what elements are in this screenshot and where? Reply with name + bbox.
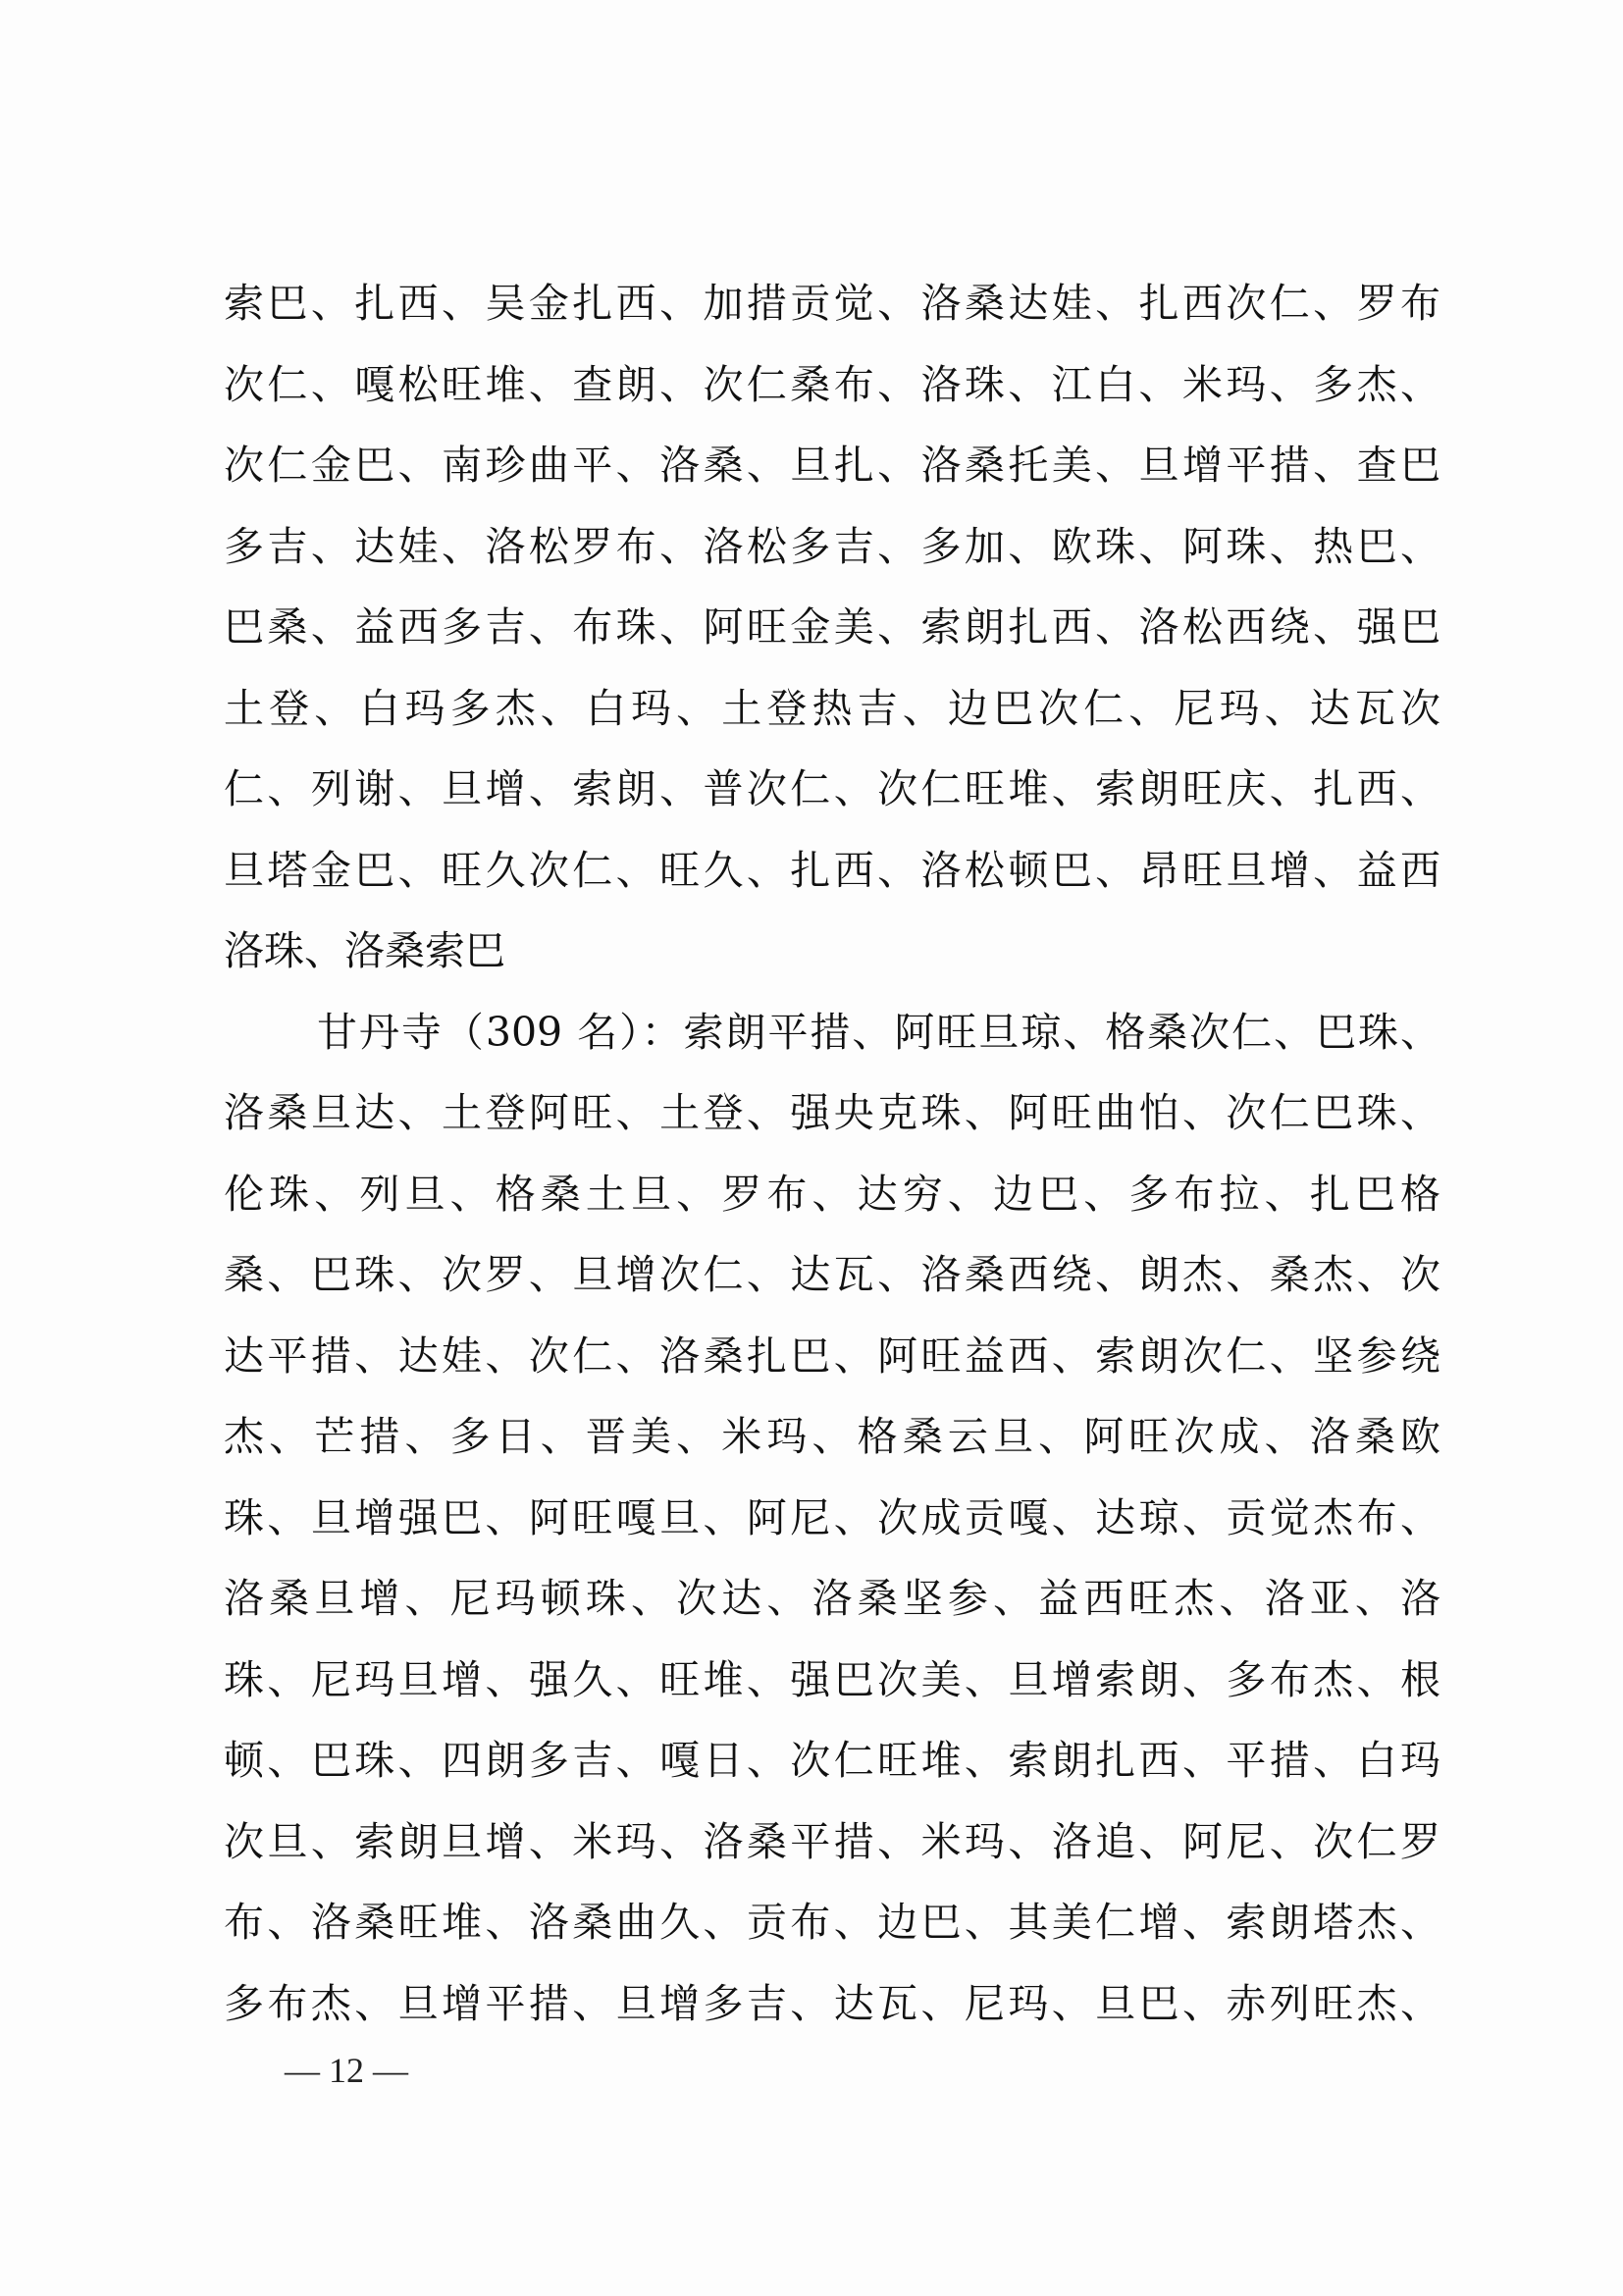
- text-line: 伦珠、列旦、格桑土旦、罗布、达穷、边巴、多布拉、扎巴格: [224, 1170, 1440, 1218]
- text-line: 洛珠、洛桑索巴: [224, 927, 505, 974]
- text-line: 次仁金巴、南珍曲平、洛桑、旦扎、洛桑托美、旦增平措、查巴: [224, 442, 1440, 489]
- text-line: 珠、尼玛旦增、强久、旺堆、强巴次美、旦增索朗、多布杰、根: [224, 1655, 1440, 1703]
- text-line: 顿、巴珠、四朗多吉、嘎日、次仁旺堆、索朗扎西、平措、白玛: [224, 1737, 1440, 1784]
- text-line: 巴桑、益西多吉、布珠、阿旺金美、索朗扎西、洛松西绕、强巴: [224, 603, 1440, 651]
- text-line: 布、洛桑旺堆、洛桑曲久、贡布、边巴、其美仁增、索朗塔杰、: [224, 1899, 1440, 1946]
- text-line: 多吉、达娃、洛松罗布、洛松多吉、多加、欧珠、阿珠、热巴、: [224, 522, 1440, 570]
- text-line: 旦塔金巴、旺久次仁、旺久、扎西、洛松顿巴、昂旺旦增、益西: [224, 846, 1440, 894]
- text-line: 次旦、索朗旦增、米玛、洛桑平措、米玛、洛追、阿尼、次仁罗: [224, 1817, 1440, 1865]
- paragraph-heading-line: 甘丹寺（309 名）：索朗平措、阿旺旦琼、格桑次仁、巴珠、: [317, 1008, 1440, 1056]
- text-line: 索巴、扎西、吴金扎西、加措贡觉、洛桑达娃、扎西次仁、罗布: [224, 280, 1440, 327]
- text-line: 杰、芒措、多日、晋美、米玛、格桑云旦、阿旺次成、洛桑欧: [224, 1413, 1440, 1460]
- page-number: — 12 —: [285, 2051, 408, 2090]
- text-line: 次仁、嘎松旺堆、查朗、次仁桑布、洛珠、江白、米玛、多杰、: [224, 360, 1440, 408]
- text-line: 多布杰、旦增平措、旦增多吉、达瓦、尼玛、旦巴、赤列旺杰、: [224, 1979, 1440, 2027]
- text-line: 洛桑旦增、尼玛顿珠、次达、洛桑坚参、益西旺杰、洛亚、洛: [224, 1575, 1440, 1622]
- text-line: 桑、巴珠、次罗、旦增次仁、达瓦、洛桑西绕、朗杰、桑杰、次: [224, 1251, 1440, 1298]
- text-line: 仁、列谢、旦增、索朗、普次仁、次仁旺堆、索朗旺庆、扎西、: [224, 765, 1440, 812]
- text-line: 达平措、达娃、次仁、洛桑扎巴、阿旺益西、索朗次仁、坚参绕: [224, 1331, 1440, 1380]
- text-line: 珠、旦增强巴、阿旺嘎旦、阿尼、次成贡嘎、达琼、贡觉杰布、: [224, 1493, 1440, 1541]
- body-text: [224, 263, 1440, 2044]
- text-line: 土登、白玛多杰、白玛、土登热吉、边巴次仁、尼玛、达瓦次: [224, 684, 1440, 732]
- text-line: 洛桑旦达、土登阿旺、土登、强央克珠、阿旺曲怕、次仁巴珠、: [224, 1089, 1440, 1136]
